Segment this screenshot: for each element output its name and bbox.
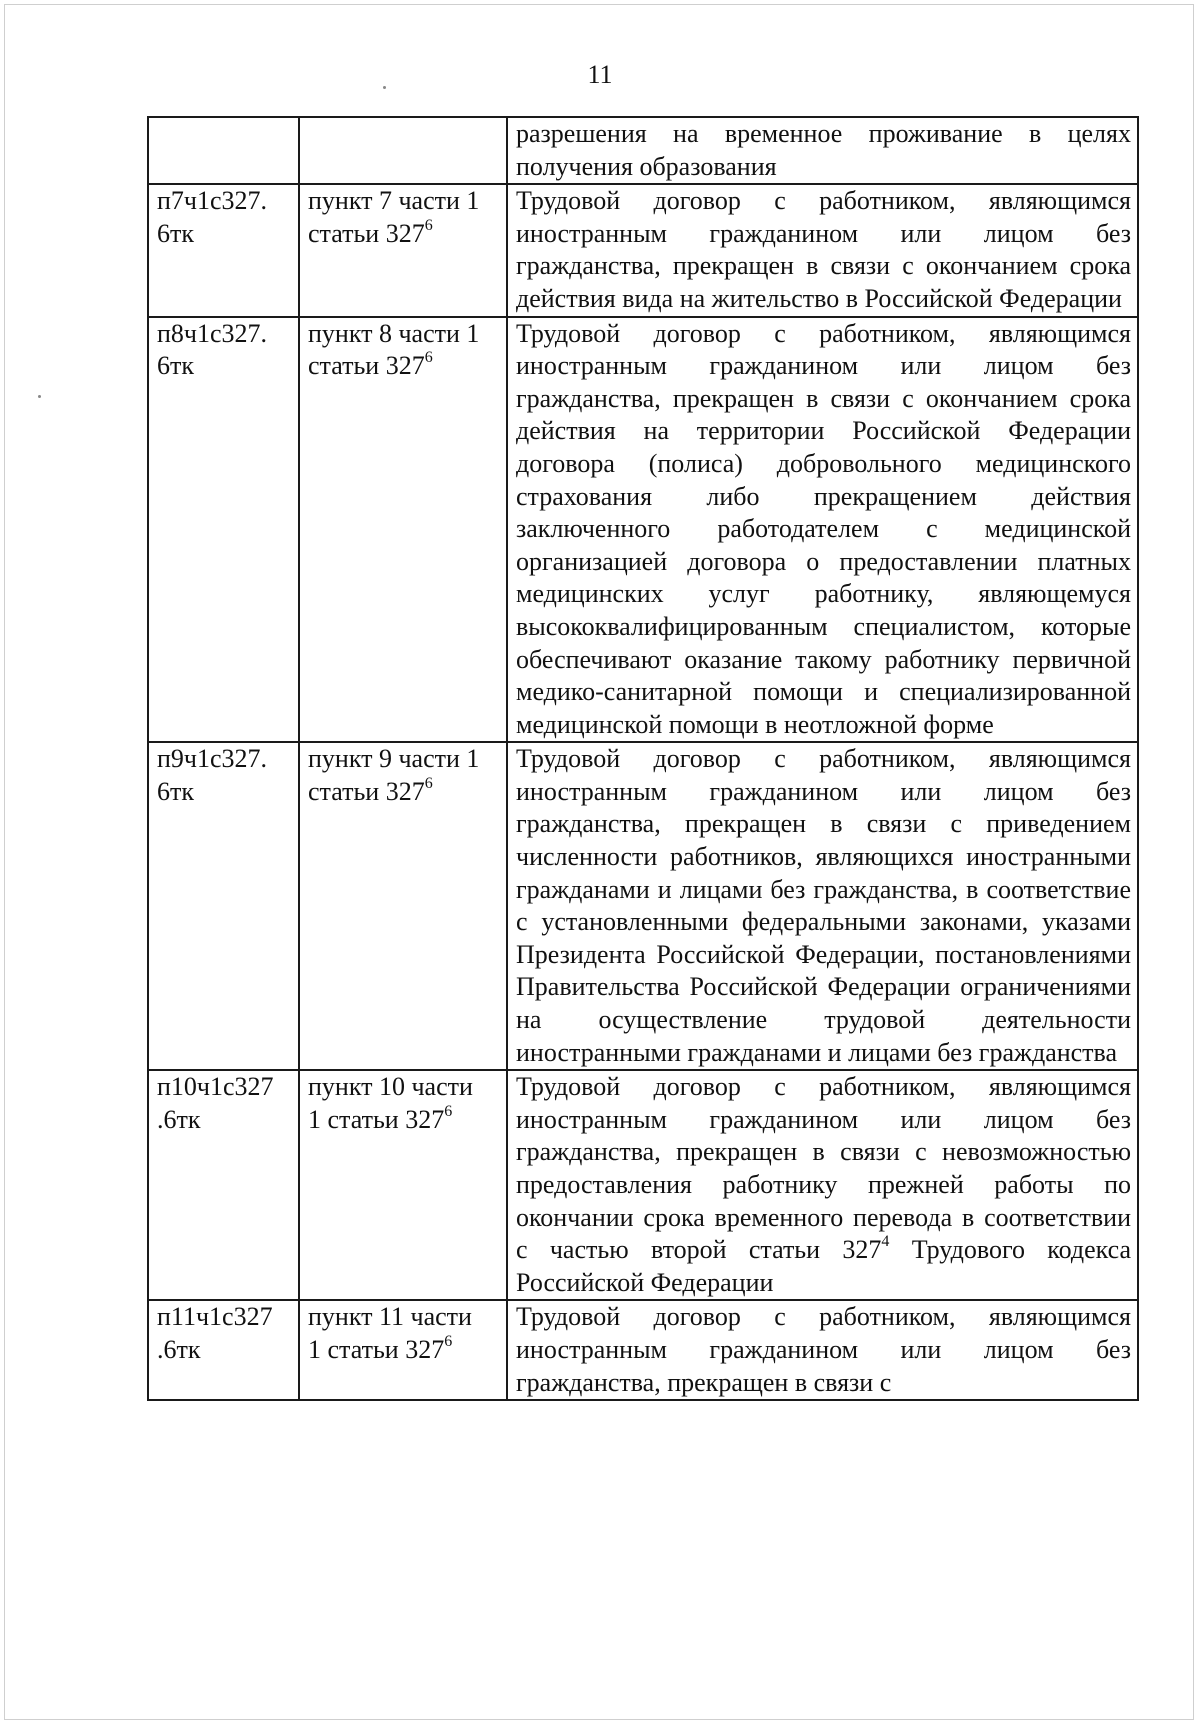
article-superscript: 6 — [424, 774, 433, 792]
code-text: п10ч1с327 .6тк — [157, 1072, 274, 1134]
article-superscript: 6 — [444, 1102, 453, 1120]
code-cell — [148, 317, 299, 743]
code-cell — [148, 184, 299, 316]
article-text: пункт 11 части 1 статьи 327 — [308, 1302, 472, 1364]
article-cell — [299, 184, 507, 316]
code-cell — [148, 117, 299, 184]
description-text: Трудовой договор с работником, являющимся иностранным гражданином или лицом без гражданства, прекращен в связи с невозможностью предоставления работнику прежней работы по окончании срока временного перевода в соответствии с частью второй статьи 327 — [516, 1072, 1131, 1265]
page-number: 11 — [587, 60, 613, 89]
article-cell — [299, 117, 507, 184]
description-text-tail: Трудового кодекса Российской Федерации — [516, 1235, 1132, 1297]
table-row — [148, 117, 1138, 184]
description-cell — [507, 1300, 1138, 1400]
code-text: п8ч1с327. 6тк — [157, 318, 268, 381]
article-text: пункт 9 части 1 статьи 327 — [308, 744, 480, 806]
code-text: п11ч1с327 .6тк — [157, 1302, 273, 1364]
description-cell — [507, 742, 1138, 1070]
article-cell — [299, 317, 507, 743]
description-cell — [507, 1070, 1138, 1300]
document-table — [147, 116, 1139, 1401]
article-superscript: 6 — [424, 216, 433, 234]
table-row — [148, 317, 1138, 743]
description-text: Трудовой договор с работником, являющимся иностранным гражданином или лицом без гражданства, прекращен в связи с окончанием срока действия вида на жительство в Российской Федерации — [516, 186, 1131, 313]
description-superscript: 4 — [881, 1233, 890, 1251]
article-superscript: 6 — [424, 349, 433, 367]
description-cell — [507, 317, 1138, 743]
article-text: пункт 8 части 1 статьи 327 — [308, 318, 480, 381]
table-row — [148, 1300, 1138, 1400]
article-cell — [299, 742, 507, 1070]
article-text: пункт 7 части 1 статьи 327 — [308, 186, 480, 248]
description-text: разрешения на временное проживание в целях получения образования — [516, 119, 1131, 181]
table-row — [148, 1070, 1138, 1300]
code-cell — [148, 1300, 299, 1400]
table-row — [148, 742, 1138, 1070]
scan-speck — [383, 86, 386, 89]
description-text: Трудовой договор с работником, являющимся иностранным гражданином или лицом без гражданства, прекращен в связи с — [516, 1302, 1131, 1397]
code-text: п9ч1с327. 6тк — [157, 744, 268, 806]
article-cell — [299, 1300, 507, 1400]
scan-speck — [38, 395, 41, 398]
article-text: пункт 10 части 1 статьи 327 — [308, 1072, 473, 1134]
code-cell — [148, 742, 299, 1070]
code-text: п7ч1с327. 6тк — [157, 186, 268, 248]
article-superscript: 6 — [444, 1332, 453, 1350]
description-text: Трудовой договор с работником, являющимся иностранным гражданином или лицом без гражданства, прекращен в связи с приведением численности работников, являющихся иностранными гражданами и лицами без гражданства, в соответствие с установленными федеральными законами, указами Президента Российской Федерации, постановлениями Правительства Российской Федерации ограничениями на осуществление трудовой деятельности иностранными гражданами и лицами без гражданства — [516, 744, 1131, 1067]
description-cell — [507, 117, 1138, 184]
description-cell — [507, 184, 1138, 316]
description-text: Трудовой договор с работником, являющимся иностранным гражданином или лицом без гражданства, прекращен в связи с окончанием срока действия на территории Российской Федерации договора (полиса) добровольного медицинского страхования либо прекращением действия заключенного работодателем с медицинской организацией договора о предоставлении платных медицинских услуг работнику, являющемуся высококвалифицированным специалистом, которые обеспечивают оказание такому работнику первичной медико-санитарной помощи и специализированной медицинской помощи в неотложной форме — [516, 318, 1131, 739]
article-cell — [299, 1070, 507, 1300]
table-row — [148, 184, 1138, 316]
code-cell — [148, 1070, 299, 1300]
